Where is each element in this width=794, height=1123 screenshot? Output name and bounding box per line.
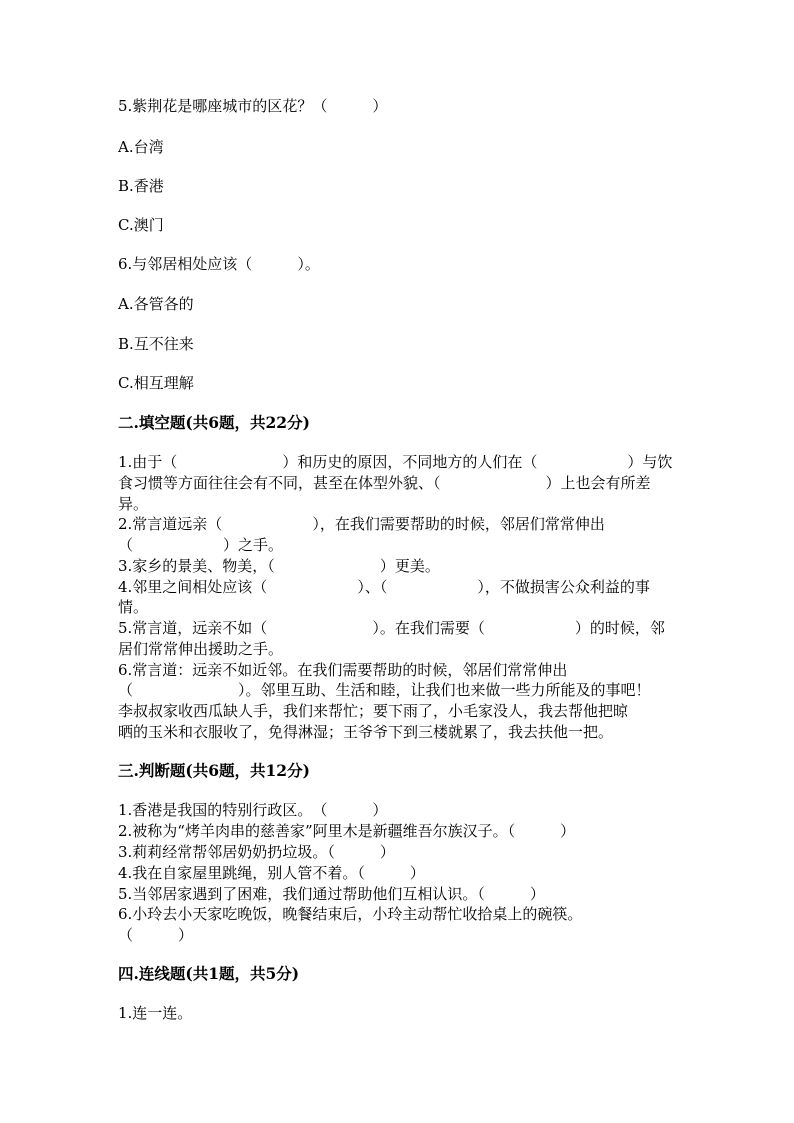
question-5-option-c: C.澳门 (118, 216, 164, 234)
match-line: 1.连一连。 (118, 1004, 193, 1022)
fill-line: 4.邻里之间相处应该（ ）、（ ），不做损害公众利益的事 (118, 578, 650, 596)
fill-line: 6.常言道：远亲不如近邻。在我们需要帮助的时候，邻居们常常伸出 (118, 661, 568, 679)
match-section-heading: 四.连线题(共1题，共5分) (118, 964, 300, 983)
question-6-option-a: A.各管各的 (118, 295, 194, 313)
judge-line: 3.莉莉经常帮邻居奶奶扔垃圾。（ ） (118, 843, 395, 861)
fill-line: 2.常言道远亲（ ），在我们需要帮助的时候，邻居们常常伸出 (118, 515, 605, 533)
judge-line: 5.当邻居家遇到了困难，我们通过帮助他们互相认识。（ ） (118, 885, 545, 903)
judge-line: 2.被称为“烤羊肉串的慈善家”阿里木是新疆维吾尔族汉子。（ ） (118, 822, 576, 840)
judge-line: （ ） (118, 926, 194, 944)
question-5-option-a: A.台湾 (118, 138, 164, 156)
fill-line: 李叔叔家收西瓜缺人手，我们来帮忙；要下雨了，小毛家没人，我去帮他把晾 (118, 702, 629, 720)
fill-line: 晒的玉米和衣服收了，免得淋湿；王爷爷下到三楼就累了，我去扶他一把。 (118, 723, 614, 741)
question-6-option-c: C.相互理解 (118, 374, 194, 392)
judge-line: 4.我在自家屋里跳绳，别人管不着。（ ） (118, 864, 425, 882)
question-5-stem: 5.紫荆花是哪座城市的区花？（ ） (118, 97, 388, 115)
fill-line: 食习惯等方面往往会有不同，甚至在体型外貌、（ ）上也会有所差 (118, 474, 651, 492)
fill-line: （ ）。邻里互助、生活和睦，让我们也来做一些力所能及的事吧！ (118, 681, 651, 699)
fill-line: （ ）之手。 (118, 536, 284, 554)
judge-section-heading: 三.判断题(共6题，共12分) (118, 761, 310, 780)
fill-line: 情。 (118, 598, 149, 616)
fill-line: 5.常言道，远亲不如（ ）。在我们需要（ ）的时候，邻 (118, 619, 665, 637)
fill-line: 3.家乡的景美、物美，（ ）更美。 (118, 557, 440, 575)
question-5-option-b: B.香港 (118, 177, 164, 195)
fill-line: 异。 (118, 495, 149, 513)
question-6-stem: 6.与邻居相处应该（ ）。 (118, 255, 320, 273)
question-6-option-b: B.互不往来 (118, 335, 194, 353)
fill-line: 1.由于（ ）和历史的原因，不同地方的人们在（ ）与饮 (118, 453, 673, 471)
fill-section-heading: 二.填空题(共6题，共22分) (118, 413, 310, 432)
fill-line: 居们常常伸出援助之手。 (118, 640, 284, 658)
judge-line: 6.小玲去小天家吃晚饭，晚餐结束后，小玲主动帮忙收拾桌上的碗筷。 (118, 905, 583, 923)
judge-line: 1.香港是我国的特别行政区。 （ ） (118, 801, 388, 819)
